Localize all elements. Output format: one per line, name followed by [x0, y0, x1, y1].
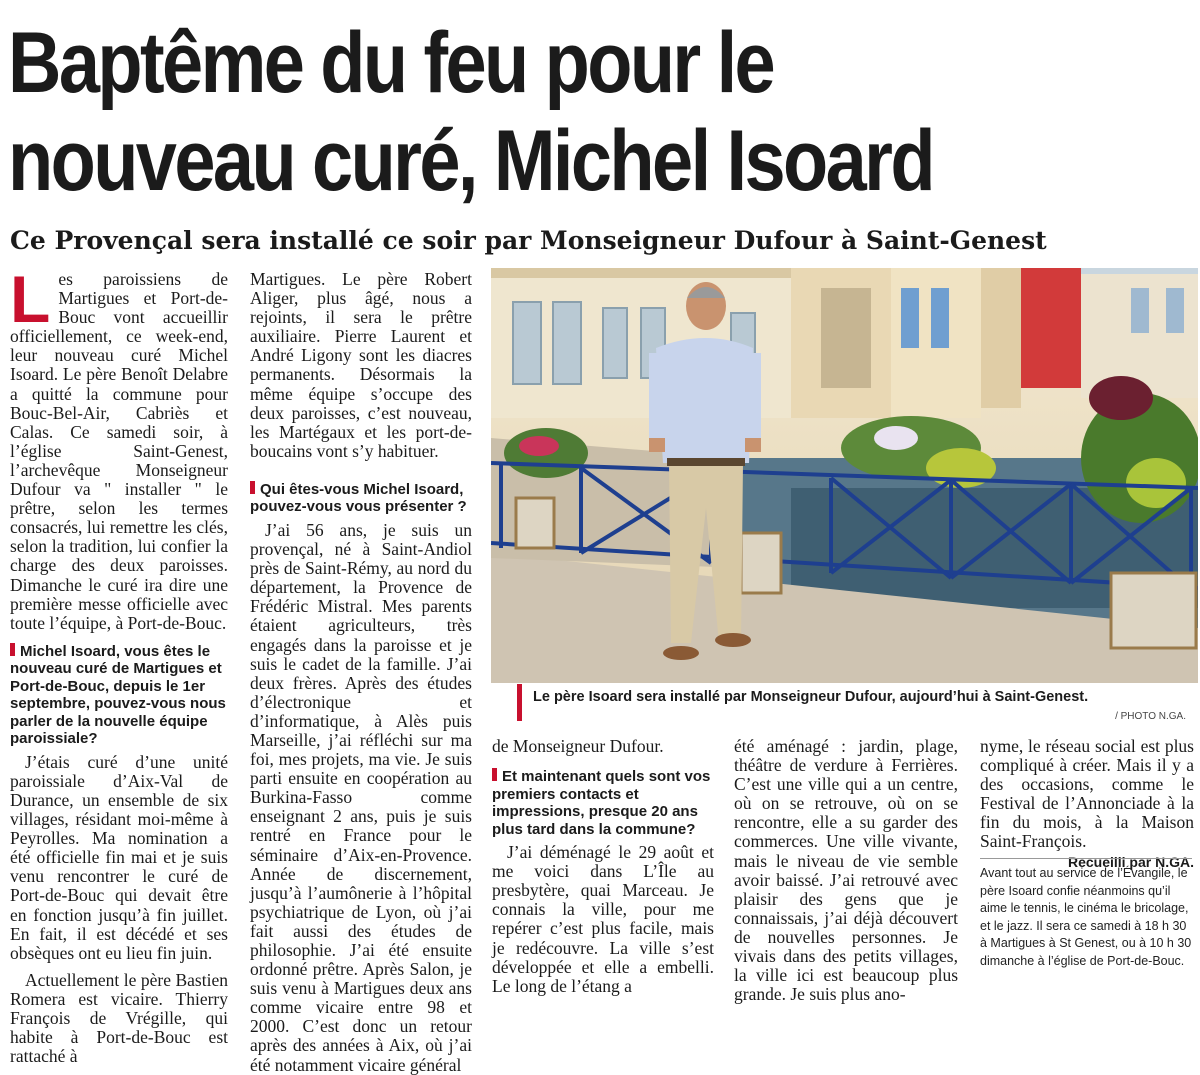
article-column-2 — [250, 270, 472, 1075]
article-photo — [491, 268, 1198, 683]
intro-text: es paroissiens de Martigues et Port-de-Bouc vont accueillir officiellement, ce week-end, leur nouveau curé Michel Isoard. Le père Benoît Delabre a quitté la commune pour Bouc-Bel-Air, Cabriès et Calas. Ce samedi soir, à l’église Saint-Genest, l’archevêque Monseigneur Dufour va " installer " le prêtre, selon les termes consacrés, lui remettre les clés, selon la tradition, lui confier la charge des deux paroisses. Dimanche le curé ira dire une première messe officielle avec toute l’équipe, à Port-de-Bouc. — [10, 269, 228, 633]
caption-marker — [517, 684, 522, 721]
signature: Recueilli par N.GA. — [1067, 853, 1194, 870]
question-marker-icon — [250, 481, 255, 494]
photo-caption: Le père Isoard sera installé par Monseigneur Dufour, aujourd’hui à Saint-Genest. — [533, 689, 1089, 705]
question-1 — [10, 643, 228, 748]
answer-2: J’ai 56 ans, je suis un provençal, né à Saint-Andiol près de Saint-Rémy, au nord du département, la Provence de Frédéric Mistral. Mes parents étaient agriculteurs, très engagés dans la paroisse et je suis le cadet de la famille. J’ai deux frères. Après des études d’électronique et d’informatique, à Alès puis Marseille, j’ai réfléchi sur ma foi, mes projets, ma vie. Je suis parti ensuite en coopération au Burkina-Fasso comme enseignant 2 ans, puis je suis rentré en France pour le séminaire d’Aix-en-Provence. Année de discernement, jusqu’à l’aumônerie à l’hôpital psychiatrique de Lyon, où j’ai fait aussi des études de philosophie. J’ai été ensuite ordonné prêtre. Après Salon, je suis venu à Martigues deux ans comme vicaire entre 98 et 2000. C’est donc un retour après des années à Aix, où j’ai été notamment vicaire général — [250, 519, 472, 1075]
subheadline: Ce Provençal sera installé ce soir par Monseigneur Dufour à Saint-Genest — [10, 226, 1047, 255]
article-column-5 — [980, 737, 1194, 872]
article-column-4 — [734, 737, 958, 1004]
answer-1-paragraph-2: Actuellement le père Bastien Romera est vicaire. Thierry François de Vrégille, qui habite à Port-de-Bouc est rattaché à — [10, 969, 228, 1067]
question-2-text: Qui êtes-vous Michel Isoard, pouvez-vous vous présenter ? — [250, 480, 467, 516]
question-3 — [492, 768, 714, 838]
question-1-text: Michel Isoard, vous êtes le nouveau curé de Martigues et Port-de-Bouc, depuis le 1er septembre, pouvez-vous nous parler de la nouvelle équipe paroissiale? — [10, 642, 226, 748]
headline-line-1: Baptême du feu pour le — [8, 15, 774, 111]
article-column-3 — [492, 737, 714, 996]
answer-3-part-2: été aménagé : jardin, plage, théâtre de verdure à Ferrières. C’est une ville qui a un centre, où on se retrouve, où on se rencontre, elle a su garder des commerces. Une ville vivante, mais le niveau de vie semble avoir baissé. J’ai retrouvé avec plaisir des gens que je connaissais, j’ai déjà découvert de nouvelles personnes. Je vivais dans des petits villages, la ville ici est beaucoup plus grande. Je suis plus ano- — [734, 736, 958, 1005]
question-marker-icon — [492, 768, 497, 781]
intro-paragraph — [10, 262, 228, 633]
headline-line-2: nouveau curé, Michel Isoard — [8, 113, 933, 209]
drop-cap: L — [10, 262, 51, 336]
photo-credit: / PHOTO N.GA. — [1115, 711, 1186, 722]
question-3-text: Et maintenant quels sont vos premiers contacts et impressions, presque 20 ans plus tard dans la commune? — [492, 768, 711, 838]
headline — [8, 14, 1027, 210]
question-2 — [250, 481, 472, 516]
answer-1-continuation: Martigues. Le père Robert Aliger, plus âgé, nous a rejoints, il sera le prêtre auxiliaire. Pierre Laurent et André Ligony sont les diacres permanents. Désormais la même équipe s’occupe des deux paroisses, c’est nouveau, les Martégaux et les port-de-boucains vont s’y habituer. — [250, 269, 472, 461]
question-marker-icon — [10, 643, 15, 656]
answer-1-paragraph-1: J’étais curé d’une unité paroissiale d’Aix-Val de Durance, un ensemble de six villages, résidant moi-même à Peyrolles. Ma nomination a été officielle fin mai et je suis venu rencontrer le curé de Port-de-Bouc qui devait être en fonction jusqu’à fin juillet. En fait, il est décédé et ses obsèques ont eu lieu fin juin. — [10, 751, 228, 963]
answer-2-continuation: de Monseigneur Dufour. — [492, 736, 664, 756]
answer-3-part-3: nyme, le réseau social est plus compliqué à créer. Mais il y a des occasions, comme le Festival de l’Annonciade à la fin du mois, à la Maison Saint-François. — [980, 736, 1194, 852]
answer-3-part-1: J’ai déménagé le 29 août et me voici dans L’Île au presbytère, quai Marceau. Je connais la ville, pour me repérer c’est plus facile, mais je redécouvre. La ville s’est développée et elle a embelli. Le long de l’étang a — [492, 842, 714, 996]
photo-canal-scene — [491, 268, 1198, 683]
article-column-1 — [10, 262, 228, 1067]
sidebox: Avant tout au service de l’Évangile, le père Isoard confie néanmoins qu’il aime le tennis, le cinéma le bricolage, et le jazz. Il sera ce samedi à 18 h 30 à Martigues à St Genest, ou à 10 h 30 dimanche à l’église de Port-de-Bouc. — [980, 858, 1192, 970]
